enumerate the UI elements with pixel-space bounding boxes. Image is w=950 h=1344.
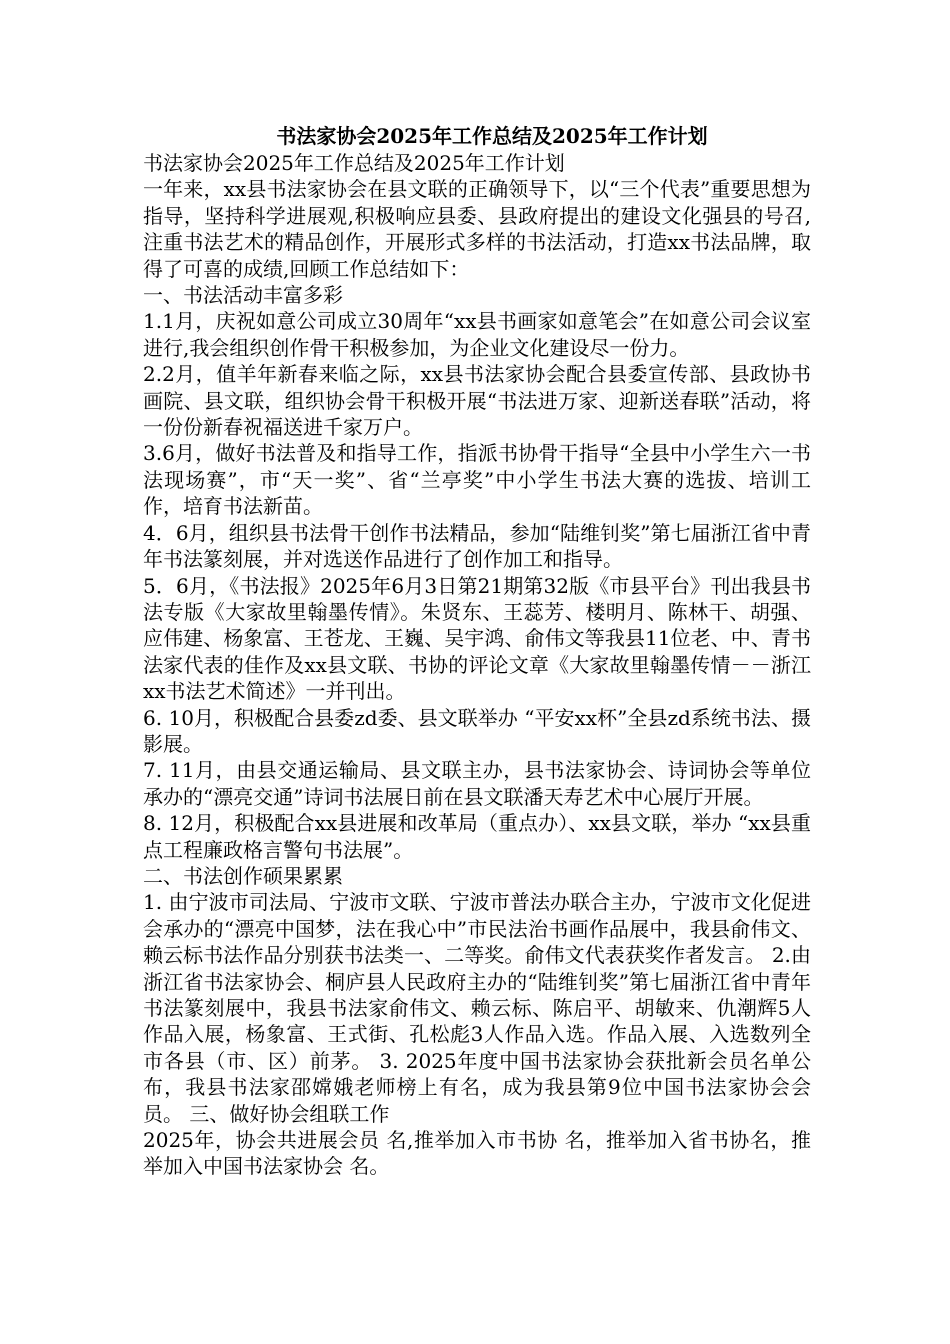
intro-paragraph: 一年来，xx县书法家协会在县文联的正确领导下，以“三个代表”重要思想为指导，坚持科学进展观,积极响应县委、县政府提出的建设文化强县的号召,注重书法艺术的精品创作，开展形式多样的书法活动，打造xx书法品牌，取得了可喜的成绩,回顾工作总结如下： — [143, 177, 811, 281]
section2-body: 1. 由宁波市司法局、宁波市文联、宁波市普法办联合主办，宁波市文化促进会承办的“漂亮中国梦，法在我心中”市民法治书画作品展中，我县俞伟文、赖云标书法作品分别获书法类一、二等奖。俞伟文代表获奖作者发言。 2.由浙江省书法家协会、桐庐县人民政府主办的“陆维钊奖”第七届浙江省中青年书法篆刻展中，我县书法家俞伟文、赖云标、陈启平、胡敏来、仇潮辉5人作品入展，杨象富、王式街、孔松彪3人作品入选。作品入展、入选数列全市各县（市、区）前茅。 3. 2025年度中国书法家协会获批新会员名单公布，我县书法家邵嫦娥老师榜上有名，成为我县第9位中国书法家协会会员。 三、做好协会组联工作 — [143, 890, 811, 1126]
section3-body: 2025年，协会共进展会员 名,推举加入市书协 名，推举加入省书协名，推举加入中国书法家协会 名。 — [143, 1128, 811, 1179]
section1-item-3: 3.6月，做好书法普及和指导工作，指派书协骨干指导“全县中小学生六一书法现场赛”，市“天一奖”、省“兰亭奖”中小学生书法大赛的选拔、培训工作，培育书法新苗。 — [143, 441, 811, 519]
section1-item-7: 7. 11月，由县交通运输局、县文联主办，县书法家协会、诗词协会等单位承办的“漂亮交通”诗词书法展日前在县文联潘天寿艺术中心展厅开展。 — [143, 758, 811, 809]
section1-item-4: 4．6月，组织县书法骨干创作书法精品，参加“陆维钊奖”第七届浙江省中青年书法篆刻展，并对选送作品进行了创作加工和指导。 — [143, 520, 811, 572]
document-title: 书法家协会2025年工作总结及2025年工作计划 — [276, 124, 708, 148]
section1-item-2: 2.2月，值羊年新春来临之际，xx县书法家协会配合县委宣传部、县政协书画院、县文联，组织协会骨干积极开展“书法进万家、迎新送春联”活动，将一份份新春祝福送进千家万户。 — [143, 362, 811, 440]
document-body — [143, 122, 811, 1180]
section1-item-8: 8. 12月，积极配合xx县进展和改革局（重点办）、xx县文联，举办 “xx县重点工程廉政格言警句书法展”。 — [143, 811, 811, 862]
document-subtitle: 书法家协会2025年工作总结及2025年工作计划 — [143, 151, 565, 175]
section1-item-1: 1.1月，庆祝如意公司成立30周年“xx县书画家如意笔会”在如意公司会议室进行,我会组织创作骨干积极参加，为企业文化建设尽一份力。 — [143, 309, 811, 360]
section1-item-6: 6. 10月，积极配合县委zd委、县文联举办 “平安xx杯”全县zd系统书法、摄影展。 — [143, 705, 811, 756]
section2-heading: 二、书法创作硕果累累 — [143, 863, 343, 888]
section1-item-5: 5．6月，《书法报》2025年6月3日第21期第32版《市县平台》刊出我县书法专版《大家故里翰墨传情》。朱贤东、王蕊芳、楼明月、陈林干、胡强、应伟建、杨象富、王苍龙、王巍、吴宇鸿、俞伟文等我县11位老、中、青书法家代表的佳作及xx县文联、书协的评论文章《大家故里翰墨传情－－浙江xx书法艺术简述》一并刊出。 — [143, 573, 811, 704]
section1-heading: 一、书法活动丰富多彩 — [143, 283, 343, 308]
